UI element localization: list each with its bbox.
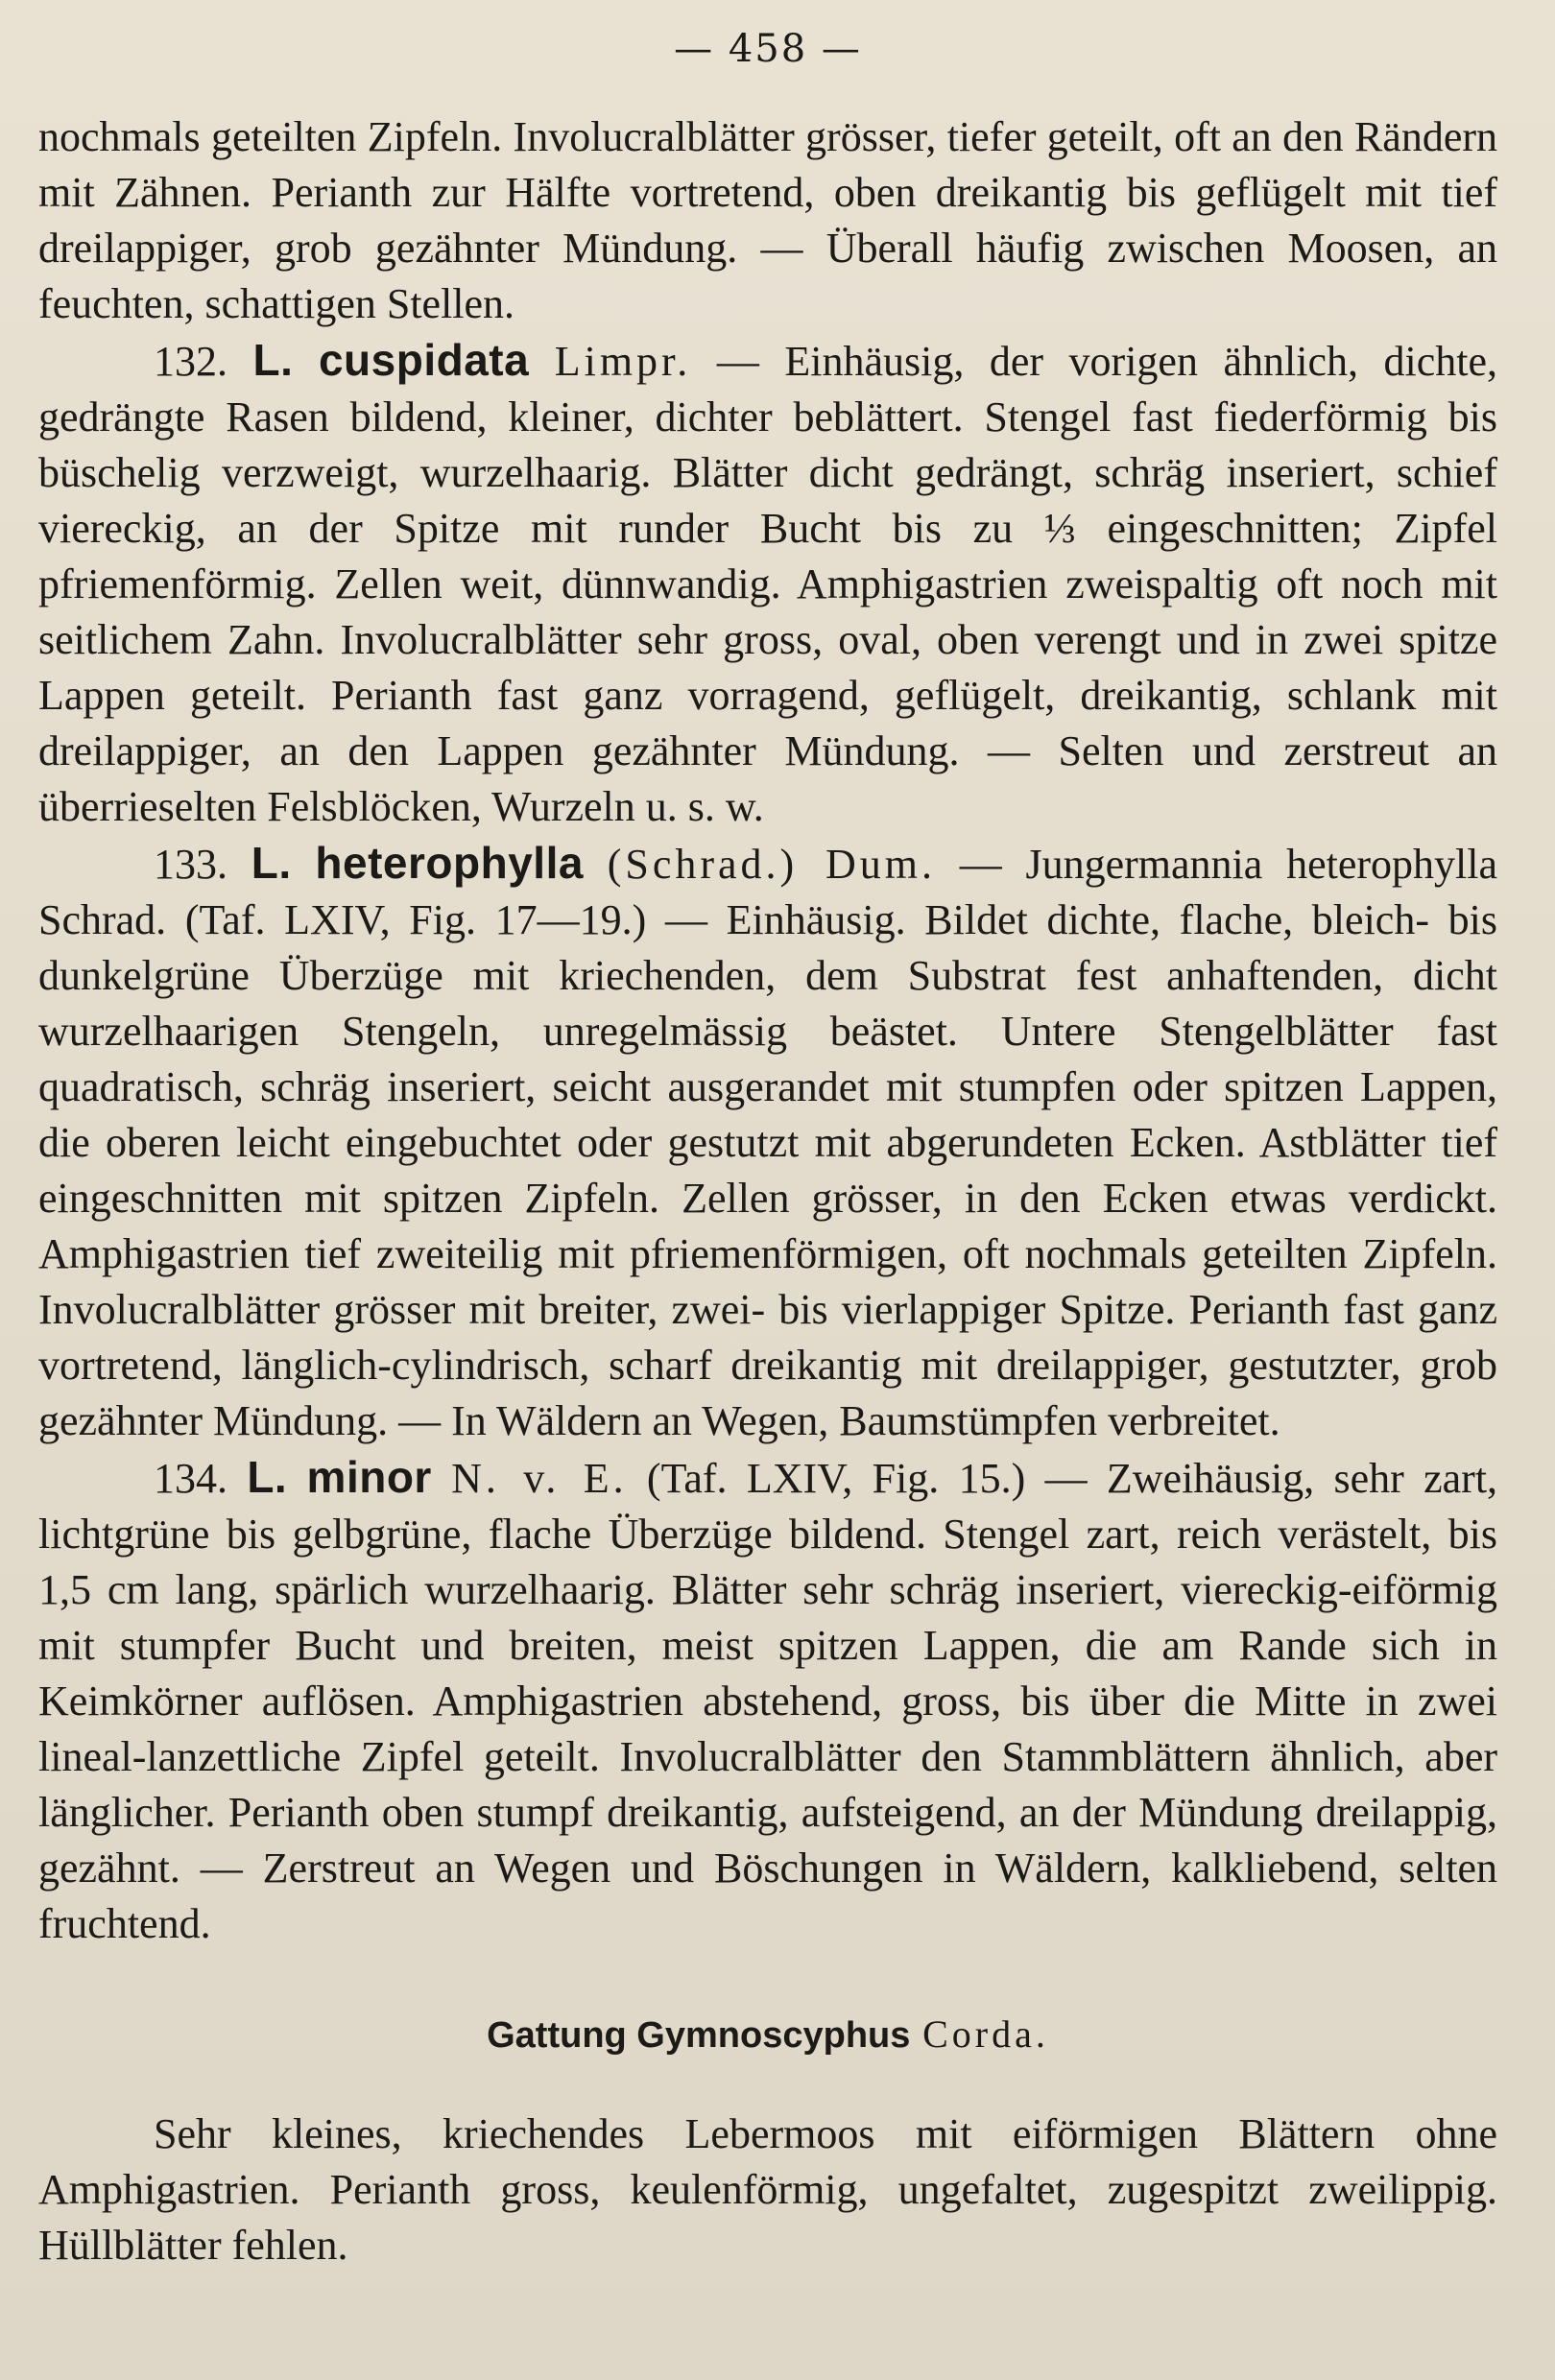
entry-number: 133. xyxy=(154,841,227,888)
continuation-paragraph: nochmals geteilten Zipfeln. Involucralblätter grösser, tiefer geteilt, oft an den Rändern mit Zähnen. Perianth zur Hälfte vortretend, oben dreikantig bis geflügelt mit tief dreilappiger, grob gezähnter Mündung. — Überall häufig zwischen Moosen, an feuchten, schattigen Stellen. xyxy=(38,113,1497,327)
species-entry-134 xyxy=(38,1449,1497,1952)
genus-abbrev: L. xyxy=(247,1452,288,1502)
genus-heading-author: Corda. xyxy=(922,2012,1049,2056)
species-name: minor xyxy=(306,1452,432,1502)
entry-text: — Einhäusig, der vorigen ähnlich, dichte, gedrängte Rasen bildend, kleiner, dichter beblättert. Stengel fast fiederförmig bis büschelig verzweigt, wurzelhaarig. Blätter dicht gedrängt, schräg inseriert, schief viereckig, an der Spitze mit runder Bucht bis zu ⅓ eingeschnitten; Zipfel pfriemenförmig. Zellen weit, dünnwandig. Amphigastrien zweispaltig oft noch mit seitlichem Zahn. Involucralblätter sehr gross, oval, oben verengt und in zwei spitze Lappen geteilt. Perianth fast ganz vorragend, geflügelt, dreikantig, schlank mit dreilappiger, an den Lappen gezähnter Mündung. — Selten und zerstreut an überrieselten Felsblöcken, Wurzeln u. s. w. xyxy=(38,338,1498,830)
species-name: cuspidata xyxy=(318,335,530,385)
genus-description: Sehr kleines, kriechendes Lebermoos mit eiförmigen Blättern ohne Amphigastrien. Perianth gross, keulenförmig, ungefaltet, zugespitzt zweilippig. Hüllblätter fehlen. xyxy=(38,2110,1497,2269)
entry-number: 132. xyxy=(154,338,227,385)
species-entry-133 xyxy=(38,835,1497,1449)
genus-heading xyxy=(38,2011,1497,2057)
entry-text: — Jungermannia heterophylla Schrad. (Taf. LXIV, Fig. 17—19.) — Einhäusig. Bildet dichte, flache, bleich- bis dunkelgrüne Überzüge mit kriechenden, dem Substrat fest anhaftenden, dicht wurzelhaarigen Stengeln, unregelmässig beästet. Untere Stengelblätter fast quadratisch, schräg inseriert, seicht ausgerandet mit stumpfen oder spitzen Lappen, die oberen leicht eingebuchtet oder gestutzt mit abgerundeten Ecken. Astblätter tief eingeschnitten mit spitzen Zipfeln. Zellen grösser, in den Ecken etwas verdickt. Amphigastrien tief zweiteilig mit pfriemenförmigen, oft nochmals geteilten Zipfeln. Involucralblätter grösser mit breiter, zwei- bis vierlappiger Spitze. Perianth fast ganz vortretend, länglich-cylindrisch, scharf dreikantig mit dreilappiger, gestutzter, grob gezähnter Mündung. — In Wäldern an Wegen, Baumstümpfen verbreitet. xyxy=(38,841,1497,1444)
page-number: — 458 — xyxy=(674,27,862,71)
genus-abbrev: L. xyxy=(251,838,292,888)
genus-heading-title: Gattung Gymnoscyphus xyxy=(487,2015,911,2056)
entry-number: 134. xyxy=(154,1455,227,1502)
species-entry-132 xyxy=(38,332,1497,835)
species-name: heterophylla xyxy=(315,838,584,888)
species-author: Limpr. xyxy=(554,338,692,385)
species-author: N. v. E. xyxy=(451,1455,628,1502)
species-author: (Schrad.) Dum. xyxy=(607,841,936,888)
genus-abbrev: L. xyxy=(252,335,294,385)
entry-text: (Taf. LXIV, Fig. 15.) — Zweihäusig, sehr zart, lichtgrüne bis gelbgrüne, flache Überzüge bildend. Stengel zart, reich verästelt, bis 1,5 cm lang, spärlich wurzelhaarig. Blätter sehr schräg inseriert, viereckig-eiförmig mit stumpfer Bucht und breiten, meist spitzen Lappen, die am Rande sich in Keimkörner auflösen. Amphigastrien abstehend, gross, bis über die Mitte in zwei lineal-lanzettliche Zipfel geteilt. Involucralblätter den Stammblättern ähnlich, aber länglicher. Perianth oben stumpf dreikantig, aufsteigend, an der Mündung dreilappig, gezähnt. — Zerstreut an Wegen und Böschungen in Wäldern, kalkliebend, selten fruchtend. xyxy=(38,1455,1498,1947)
